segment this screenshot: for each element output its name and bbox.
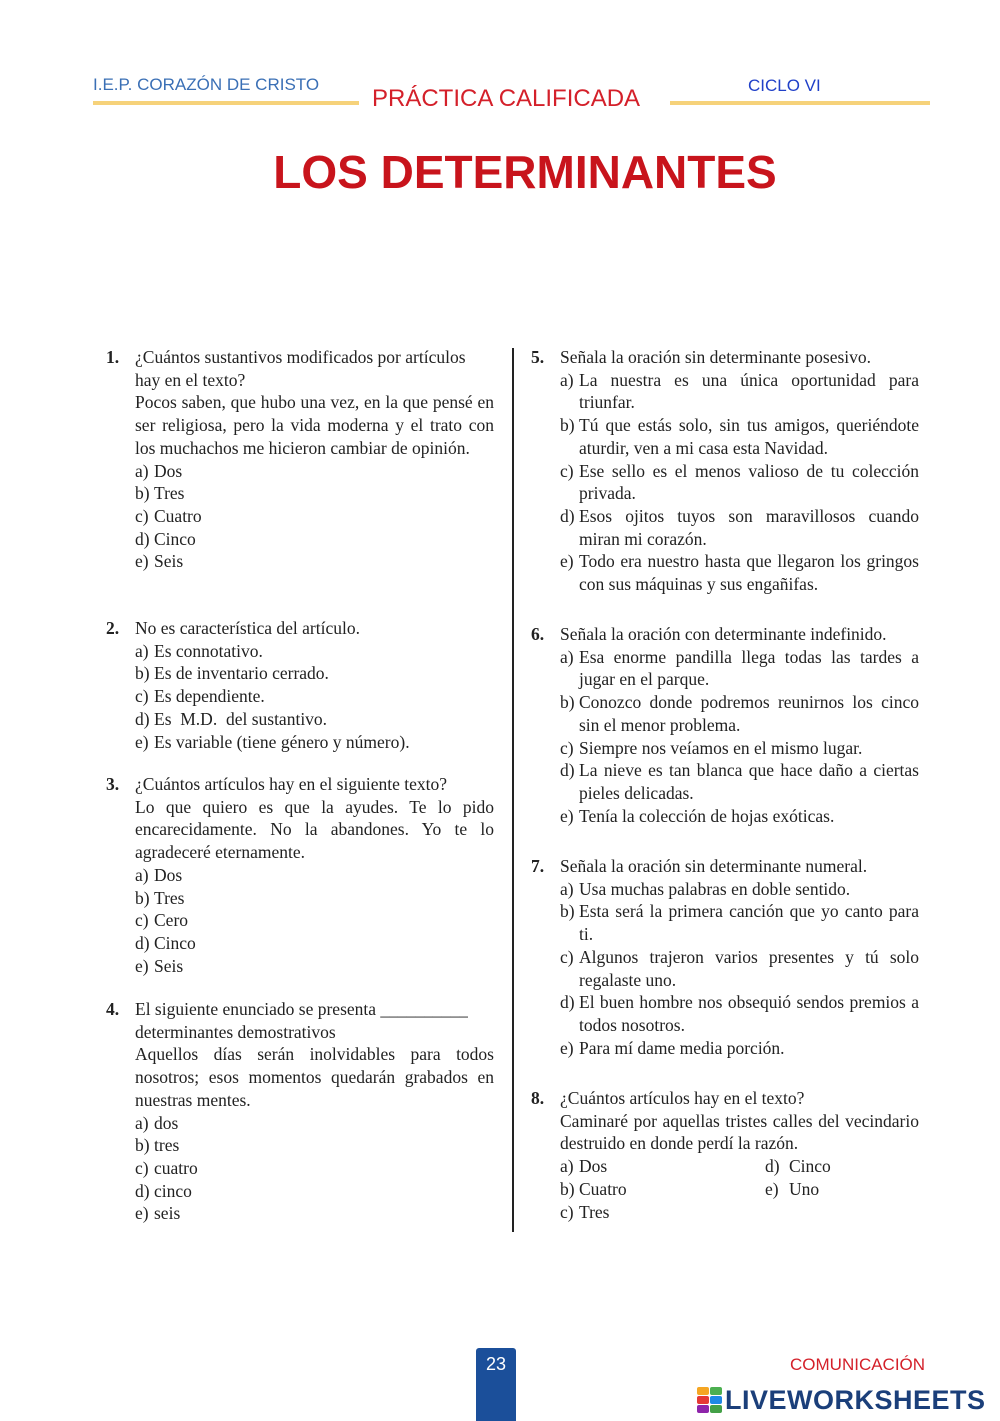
question-text: No es característica del artículo. [135, 618, 360, 638]
header-title: PRÁCTICA CALIFICADA [372, 85, 641, 112]
question-text: Señala la oración sin determinante posesivo. [560, 347, 872, 367]
question-7 [531, 855, 919, 1059]
header-rule-right [670, 101, 930, 105]
option-a[interactable]: a) Dos [135, 460, 183, 481]
option-c[interactable]: c) Siempre nos veíamos en el mismo lugar. [560, 737, 863, 758]
options-row [531, 1178, 919, 1201]
question-number: 2. [106, 618, 120, 638]
question-number: 5. [531, 347, 545, 367]
page-title: LOS DETERMINANTES [273, 146, 777, 198]
question-passage: Lo que quiero es que la ayudes. Te lo pido encarecidamente. No la abandones. Yo te lo agradeceré eternamente. [135, 796, 494, 863]
option-b[interactable]: b) Esta será la primera canción que yo canto para ti. [560, 901, 919, 945]
option-e[interactable]: e) Seis [135, 551, 184, 572]
question-4 [106, 998, 494, 1225]
option-d[interactable]: d) Cinco [135, 528, 196, 549]
option-d[interactable]: d) Cinco [765, 1156, 831, 1177]
liveworksheets-brand[interactable] [697, 1385, 986, 1415]
question-text: ¿Cuántos artículos hay en el texto? [560, 1088, 805, 1108]
brand-name: LIVEWORKSHEETS [725, 1384, 986, 1415]
option-c[interactable]: c) cuatro [135, 1157, 198, 1178]
question-number: 6. [531, 624, 545, 644]
question-3 [106, 773, 494, 977]
question-6 [531, 623, 919, 827]
option-e[interactable]: e) Para mí dame media porción. [560, 1037, 785, 1058]
question-passage: Pocos saben, que hubo una vez, en la que pensé en ser religiosa, pero la vida moderna y el trato con los muchachos me hicieron cambiar de opinión. [135, 392, 494, 458]
header-rule-left [93, 101, 359, 105]
question-number: 3. [106, 774, 120, 794]
option-d[interactable]: d) Cinco [135, 932, 196, 953]
option-a[interactable]: a) Dos [135, 864, 183, 885]
option-b[interactable]: b) Conozco donde podremos reunirnos los cinco sin el menor problema. [560, 692, 919, 735]
option-e[interactable]: e) Uno [765, 1178, 820, 1199]
option-c[interactable]: c) Cuatro [135, 505, 202, 526]
question-passage: Aquellos días serán inolvidables para todos nosotros; esos momentos quedarán grabados en nuestras mentes. [135, 1044, 494, 1110]
option-a[interactable]: a) La nuestra es una única oportunidad para triunfar. [560, 369, 919, 413]
page-number: 23 [485, 1354, 507, 1374]
option-b[interactable]: b) Tres [135, 887, 185, 908]
option-b[interactable]: b) Tres [135, 483, 185, 504]
option-e[interactable]: e) Seis [135, 955, 184, 976]
option-d[interactable]: d) La nieve es tan blanca que hace daño a ciertas pieles delicadas. [560, 760, 919, 803]
option-e[interactable]: e) Todo era nuestro hasta que llegaron los gringos con sus máquinas y sus engañifas. [560, 551, 919, 595]
liveworksheets-logo-icon [697, 1387, 722, 1414]
option-e[interactable]: e) Tenía la colección de hojas exóticas. [560, 805, 835, 826]
option-e[interactable]: e) Es variable (tiene género y número). [135, 731, 410, 752]
question-text: Señala la oración sin determinante numeral. [560, 856, 868, 876]
column-divider [512, 348, 514, 1232]
option-a[interactable]: a) Esa enorme pandilla llega todas las tardes a jugar en el parque. [560, 646, 919, 690]
option-a[interactable]: a) dos [135, 1112, 179, 1133]
option-d[interactable]: d) El buen hombre nos obsequió sendos premios a todos nosotros. [560, 992, 919, 1035]
question-5 [531, 346, 919, 596]
option-b[interactable]: b) Es de inventario cerrado. [135, 663, 329, 684]
option-b[interactable]: b) Tú que estás solo, sin tus amigos, queriéndote aturdir, ven a mi casa esta Navidad. [560, 415, 919, 458]
question-text: ¿Cuántos artículos hay en el siguiente texto? [135, 774, 447, 794]
option-a[interactable]: a) Dos [560, 1156, 608, 1177]
cycle-label: CICLO VI [748, 76, 821, 95]
subject-label: COMUNICACIÓN [790, 1355, 926, 1374]
option-c[interactable]: c) Algunos trajeron varios presentes y tú solo regalaste uno. [560, 946, 919, 990]
question-text: El siguiente enunciado se presenta __________ determinantes demostrativos [135, 999, 468, 1042]
question-1 [106, 346, 494, 573]
option-e[interactable]: e) seis [135, 1203, 181, 1224]
option-d[interactable]: d) Es M.D. del sustantivo. [135, 708, 328, 729]
option-c[interactable]: c) Tres [560, 1201, 610, 1222]
question-passage: Caminaré por aquellas tristes calles del vecindario destruido en donde perdí la razón. [560, 1110, 919, 1154]
option-a[interactable]: a) Usa muchas palabras en doble sentido. [560, 878, 851, 899]
option-b[interactable]: b) Cuatro [560, 1178, 627, 1199]
option-b[interactable]: b) tres [135, 1135, 180, 1156]
option-c[interactable]: c) Ese sello es el menos valioso de tu colección privada. [560, 460, 919, 504]
options-row [531, 1201, 919, 1224]
question-number: 8. [531, 1088, 545, 1108]
question-2 [106, 617, 494, 753]
question-number: 4. [106, 999, 120, 1019]
school-name: I.E.P. CORAZÓN DE CRISTO [93, 75, 320, 94]
option-a[interactable]: a) Es connotativo. [135, 640, 263, 661]
option-d[interactable]: d) Esos ojitos tuyos son maravillosos cuando miran mi corazón. [560, 505, 919, 549]
question-number: 1. [106, 347, 120, 367]
question-text: Señala la oración con determinante indefinido. [560, 624, 887, 644]
option-c[interactable]: c) Es dependiente. [135, 686, 265, 707]
option-c[interactable]: c) Cero [135, 910, 189, 931]
options-row [531, 1155, 919, 1178]
question-text: ¿Cuántos sustantivos modificados por artículos hay en el texto? [135, 347, 466, 390]
question-number: 7. [531, 856, 545, 876]
question-8 [531, 1087, 919, 1223]
option-d[interactable]: d) cinco [135, 1180, 192, 1201]
